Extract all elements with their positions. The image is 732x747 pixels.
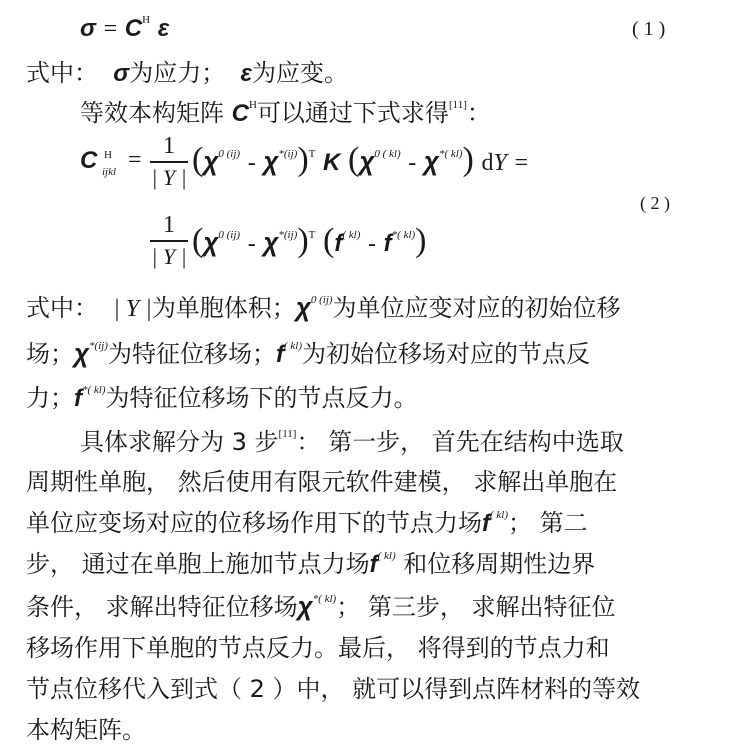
- where-sigma-desc: 为应力；: [129, 59, 226, 87]
- where-sigma: σ: [113, 60, 130, 87]
- where2-Y: | Y |: [113, 296, 152, 322]
- steps-l4-text-2: 和位移周期性边界: [403, 550, 596, 578]
- eq2-lhs: [80, 148, 97, 173]
- eq1-C-sup: H: [142, 14, 151, 26]
- where2-chi-0: χ: [295, 292, 311, 322]
- where2-f: f: [275, 341, 284, 368]
- eq2-minus-1: -: [247, 150, 256, 176]
- eq2-chi-star-ij-sup: *(ij): [278, 148, 298, 160]
- eq2-minus-4: -: [368, 231, 377, 257]
- eq1-equals: =: [103, 16, 118, 42]
- steps-l3-text-2: ； 第二: [508, 509, 588, 537]
- where2-f-star-sup: *( kl): [82, 384, 106, 396]
- eq2-fraction-2: [150, 212, 188, 270]
- eq2-equals: =: [128, 147, 142, 173]
- steps-l3-f-sup: ( kl): [490, 509, 509, 521]
- eq2-frac-den-1: | Y |: [151, 165, 187, 190]
- eq1-C: C: [124, 15, 143, 42]
- eq2-open-1: (: [192, 141, 204, 178]
- where2-line-2: [26, 338, 590, 368]
- eq2-close-3: ): [297, 222, 309, 259]
- eq2-frac-den-2: | Y |: [151, 244, 187, 269]
- steps-l5-text-1: 条件， 求解出特征位移场: [26, 593, 298, 621]
- eq2-chi-star-ij: χ: [263, 146, 279, 176]
- eq2-row2: [192, 221, 427, 264]
- eq2-chi-0kl: χ: [359, 146, 375, 176]
- where2-chi-star-sup: *(ij): [89, 340, 108, 352]
- steps-line-3: [26, 511, 588, 536]
- intro-text-3: ：: [466, 99, 491, 127]
- eq2-chi-star-ij-r2: χ: [263, 227, 279, 257]
- where2-l2-text-3: 为初始位移场对应的节点反: [302, 340, 590, 368]
- steps-l4-f: f: [369, 551, 378, 578]
- steps-line-5: [26, 591, 616, 621]
- where2-l3-text-2: 为特征位移场下的节点反力。: [105, 384, 418, 412]
- steps-l4-text-1: 步， 通过在单胞上施加节点力场: [26, 550, 370, 578]
- where2-chi-0-sup: 0 (ij): [310, 294, 333, 306]
- steps-l4-f-sup: ( kl): [377, 550, 396, 562]
- eq2-f-star: f: [383, 230, 392, 257]
- steps-line-1: [80, 430, 624, 454]
- where2-f-sup: ( kl): [283, 340, 302, 352]
- eq2-transpose-1: T: [308, 148, 316, 160]
- eq2-C: C: [80, 147, 98, 174]
- eq2-fraction-1: [150, 133, 188, 191]
- where2-line-3: [26, 386, 418, 411]
- eq2-equals-end: =: [514, 150, 528, 176]
- eq2-chi-0ij-r2-sup: 0 (ij): [218, 229, 241, 241]
- steps-l1-text-2: ： 第一步， 首先在结构中选取: [296, 428, 624, 456]
- eq2-f: f: [334, 230, 343, 257]
- eq2-open-3: (: [192, 222, 204, 259]
- eq2-dY-Y: Y: [493, 150, 507, 176]
- eq2-open-4: (: [323, 222, 335, 259]
- intro-C-sup: H: [248, 99, 257, 111]
- eq2-f-star-sup: *( kl): [391, 229, 416, 241]
- eq2-dY-d: d: [481, 150, 494, 176]
- where2-line-1: [26, 292, 621, 322]
- eq2-minus-2: -: [408, 150, 417, 176]
- eq2-close-1: ): [297, 141, 309, 178]
- intro-C: C: [231, 100, 249, 127]
- eq2-chi-star-kl: χ: [423, 146, 439, 176]
- where2-l3-text-1: 力；: [26, 384, 74, 412]
- where2-prefix: 式中：: [26, 294, 98, 322]
- eq2-chi-star-ij-r2-sup: *(ij): [278, 229, 298, 241]
- equation-1: [80, 16, 169, 41]
- where2-l2-text-1: 场；: [26, 340, 74, 368]
- eq1-epsilon: ε: [157, 15, 170, 42]
- intro-ref: [11]: [448, 99, 467, 111]
- steps-l5-chi-sup: *( kl): [312, 593, 337, 605]
- where2-chi-star: χ: [74, 338, 90, 368]
- steps-l3-f: f: [482, 510, 490, 537]
- steps-line-4: [26, 552, 595, 577]
- steps-l3-text-1: 单位应变场对应的位移场作用下的节点力场: [26, 509, 482, 537]
- steps-line-7: 节点位移代入到式（ 2 ）中， 就可以得到点阵材料的等效: [26, 675, 641, 703]
- where2-f-star: f: [74, 385, 82, 412]
- intro-line: [80, 101, 491, 126]
- eq2-minus-3: -: [247, 231, 256, 257]
- where-prefix: 式中：: [26, 59, 98, 87]
- steps-l5-chi: χ: [297, 591, 313, 621]
- steps-line-2: 周期性单胞， 然后使用有限元软件建模， 求解出单胞在: [26, 468, 618, 496]
- eq2-f-sup: ( kl): [342, 229, 361, 241]
- eq2-close-2: ): [462, 141, 474, 178]
- steps-line-6: 移场作用下单胞的节点反力。最后， 将得到的节点力和: [26, 634, 610, 662]
- where-epsilon: ε: [240, 60, 252, 87]
- eq2-K: K: [323, 149, 341, 176]
- intro-text-1: 等效本构矩阵: [80, 99, 224, 127]
- eq2-chi-0ij-r2: χ: [203, 227, 219, 257]
- steps-line-8: 本构矩阵。: [26, 716, 146, 744]
- where-epsilon-desc: 为应变。: [251, 59, 348, 87]
- where2-l2-text-2: 为特征位移场；: [107, 340, 276, 368]
- eq2-chi-star-kl-sup: *( kl): [438, 148, 463, 160]
- eq2-open-2: (: [348, 141, 360, 178]
- where-line-1: [26, 61, 348, 86]
- where2-text-1: 为单胞体积；: [151, 294, 296, 322]
- eq2-chi-0ij: χ: [203, 146, 219, 176]
- eq2-row1: [192, 140, 528, 183]
- intro-text-2: 可以通过下式求得: [256, 99, 449, 127]
- eq2-frac-bar-1: [150, 161, 188, 163]
- eq2-frac-bar-2: [150, 240, 188, 242]
- eq2-frac-num-1: 1: [163, 133, 175, 159]
- steps-ref: [11]: [278, 428, 297, 440]
- where2-text-2: 为单位应变对应的初始位移: [332, 294, 621, 322]
- eq2-chi-0kl-sup: 0 ( kl): [374, 148, 401, 160]
- eq2-transpose-2: T: [308, 229, 316, 241]
- eq2-C-sup: H: [104, 149, 112, 161]
- steps-l1-text-1: 具体求解分为 3 步: [80, 428, 279, 456]
- eq2-chi-0ij-sup: 0 (ij): [218, 148, 241, 160]
- equation-1-number: ( 1 ): [632, 18, 666, 40]
- steps-l5-text-2: ； 第三步， 求解出特征位: [336, 593, 616, 621]
- equation-2-number: ( 2 ): [640, 193, 670, 213]
- eq2-frac-num-2: 1: [163, 212, 175, 238]
- eq2-close-4: ): [415, 222, 427, 259]
- eq2-C-sub: ijkl: [102, 166, 117, 178]
- eq1-sigma: σ: [80, 15, 96, 42]
